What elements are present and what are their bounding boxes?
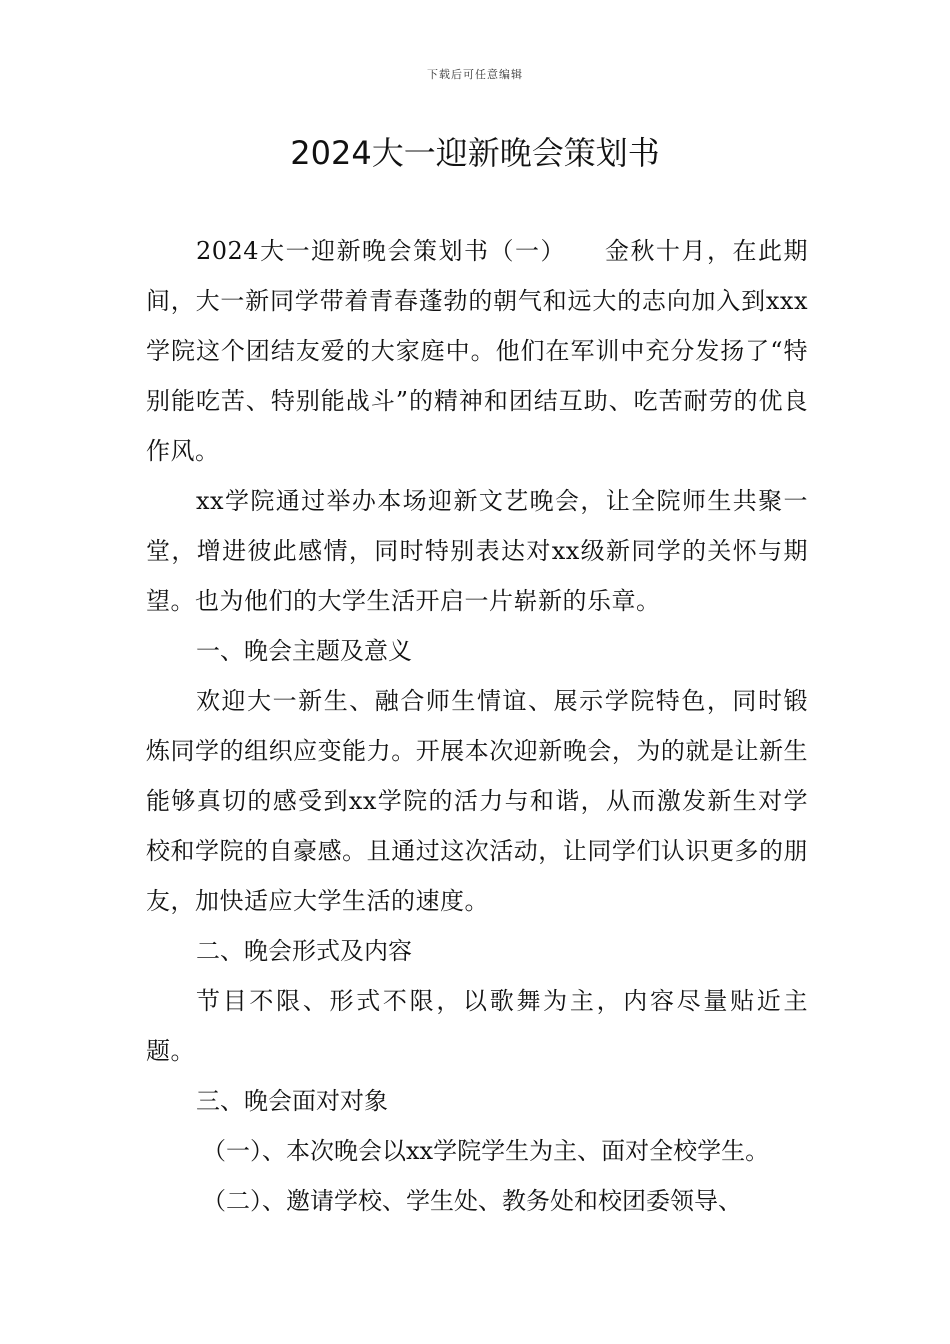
intro-paragraph: 2024大一迎新晚会策划书（一） 金秋十月，在此期间，大一新同学带着青春蓬勃的朝气和远大的志向加入到xxx学院这个团结友爱的大家庭中。他们在军训中充分发扬了“特别能吃苦、特别能战斗”的精神和团结互助、吃苦耐劳的优良作风。 (146, 237, 808, 465)
section-heading-theme: 一、晚会主题及意义 (196, 637, 412, 665)
header-note: 下载后可任意编辑 (427, 68, 523, 81)
section-heading-audience: 三、晚会面对对象 (196, 1087, 388, 1115)
section-body-theme: 欢迎大一新生、融合师生情谊、展示学院特色，同时锻炼同学的组织应变能力。开展本次迎新晚会，为的就是让新生能够真切的感受到xx学院的活力与和谐，从而激发新生对学校和学院的自豪感。且通过这次活动，让同学们认识更多的朋友，加快适应大学生活的速度。 (146, 687, 808, 915)
audience-item: （一）、本次晚会以xx学院学生为主、面对全校学生。 (202, 1137, 770, 1165)
purpose-paragraph: xx学院通过举办本场迎新文艺晚会，让全院师生共聚一堂，增进彼此感情，同时特别表达对xx级新同学的关怀与期望。也为他们的大学生活开启一片崭新的乐章。 (146, 487, 808, 615)
document-title: 2024大一迎新晚会策划书 (290, 134, 660, 172)
audience-item: （二）、邀请学校、学生处、教务处和校团委领导、 (202, 1187, 742, 1215)
section-body-format: 节目不限、形式不限，以歌舞为主，内容尽量贴近主题。 (146, 987, 808, 1065)
document-body (146, 226, 808, 1226)
section-heading-format: 二、晚会形式及内容 (196, 937, 412, 965)
